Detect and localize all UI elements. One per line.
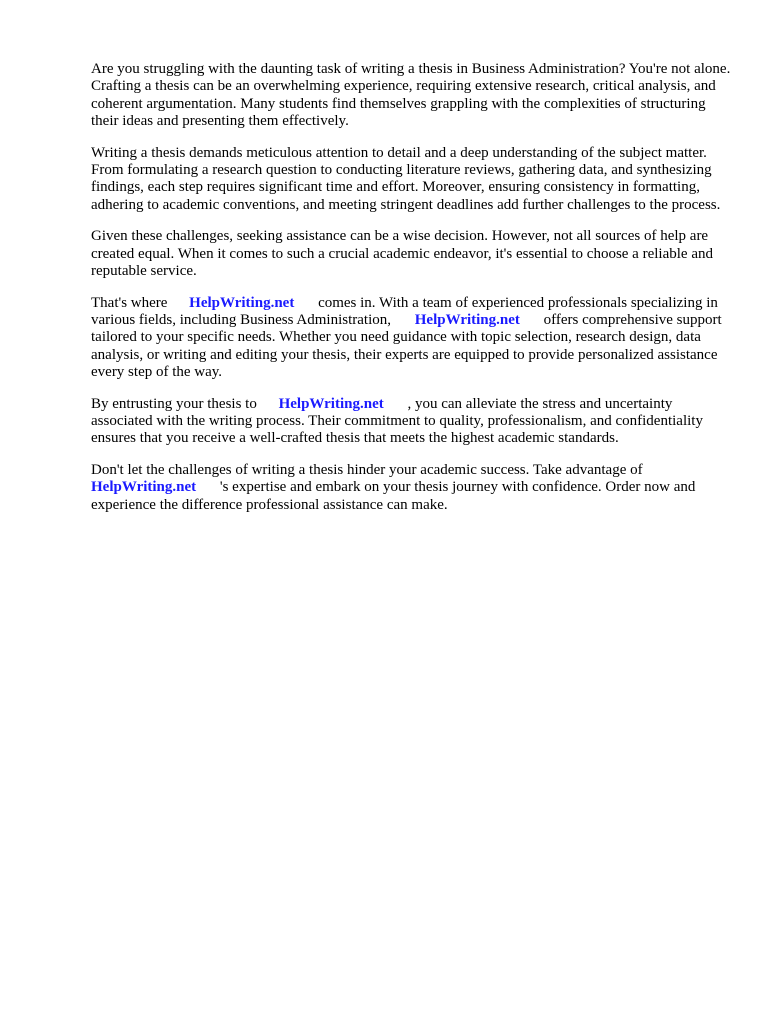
paragraph-challenges: Given these challenges, seeking assistance can be a wise decision. However, not all sources of help are created equal. When it comes to such a crucial academic endeavor, it's essential to choose a reliable and reputable service. [91, 228, 713, 279]
helpwriting-link[interactable]: HelpWriting.net [414, 312, 520, 329]
helpwriting-link[interactable]: HelpWriting.net [278, 395, 384, 412]
service-text-2: comes in. With a team of experienced professionals specializing in various fields, including Business Administration, [91, 294, 718, 329]
helpwriting-link[interactable]: HelpWriting.net [189, 294, 295, 311]
closing-text-1: Don't let the challenges of writing a thesis hinder your academic success. Take advantage of [91, 462, 643, 479]
document-page [91, 61, 731, 529]
entrusting-text-1: By entrusting your thesis to [91, 395, 257, 412]
service-text-3: offers comprehensive support tailored to your specific needs. Whether you need guidance with topic selection, research design, data analysis, or writing and editing your thesis, their experts are equipped to provide personalized assistance every step of the way. [91, 312, 722, 380]
paragraph-closing [91, 462, 731, 514]
paragraph-entrusting [91, 396, 731, 448]
paragraph-service [91, 295, 731, 381]
paragraph-intro: Are you struggling with the daunting task of writing a thesis in Business Administration? You're not alone. Crafting a thesis can be an overwhelming experience, requiring extensive research, critical analysis, and coherent argumentation. Many students find themselves grappling with the complexities of structuring their ideas and presenting them effectively. [91, 61, 731, 129]
service-text-1: That's where [91, 294, 168, 311]
paragraph-demands: Writing a thesis demands meticulous attention to detail and a deep understanding of the subject matter. From formulating a research question to conducting literature reviews, gathering data, and synthesizing findings, each step requires significant time and effort. Moreover, ensuring consistency in formatting, adhering to academic conventions, and meeting stringent deadlines add further challenges to the process. [91, 144, 721, 213]
closing-text-2: 's expertise and embark on your thesis journey with confidence. Order now and experience the difference professional assistance can make. [91, 479, 696, 513]
helpwriting-link[interactable]: HelpWriting.net [91, 479, 197, 496]
entrusting-text-2: , you can alleviate the stress and uncertainty associated with the writing process. Their commitment to quality, professionalism, and confidentiality ensures that you receive a well-crafted thesis that meets the highest academic standards. [91, 395, 703, 447]
